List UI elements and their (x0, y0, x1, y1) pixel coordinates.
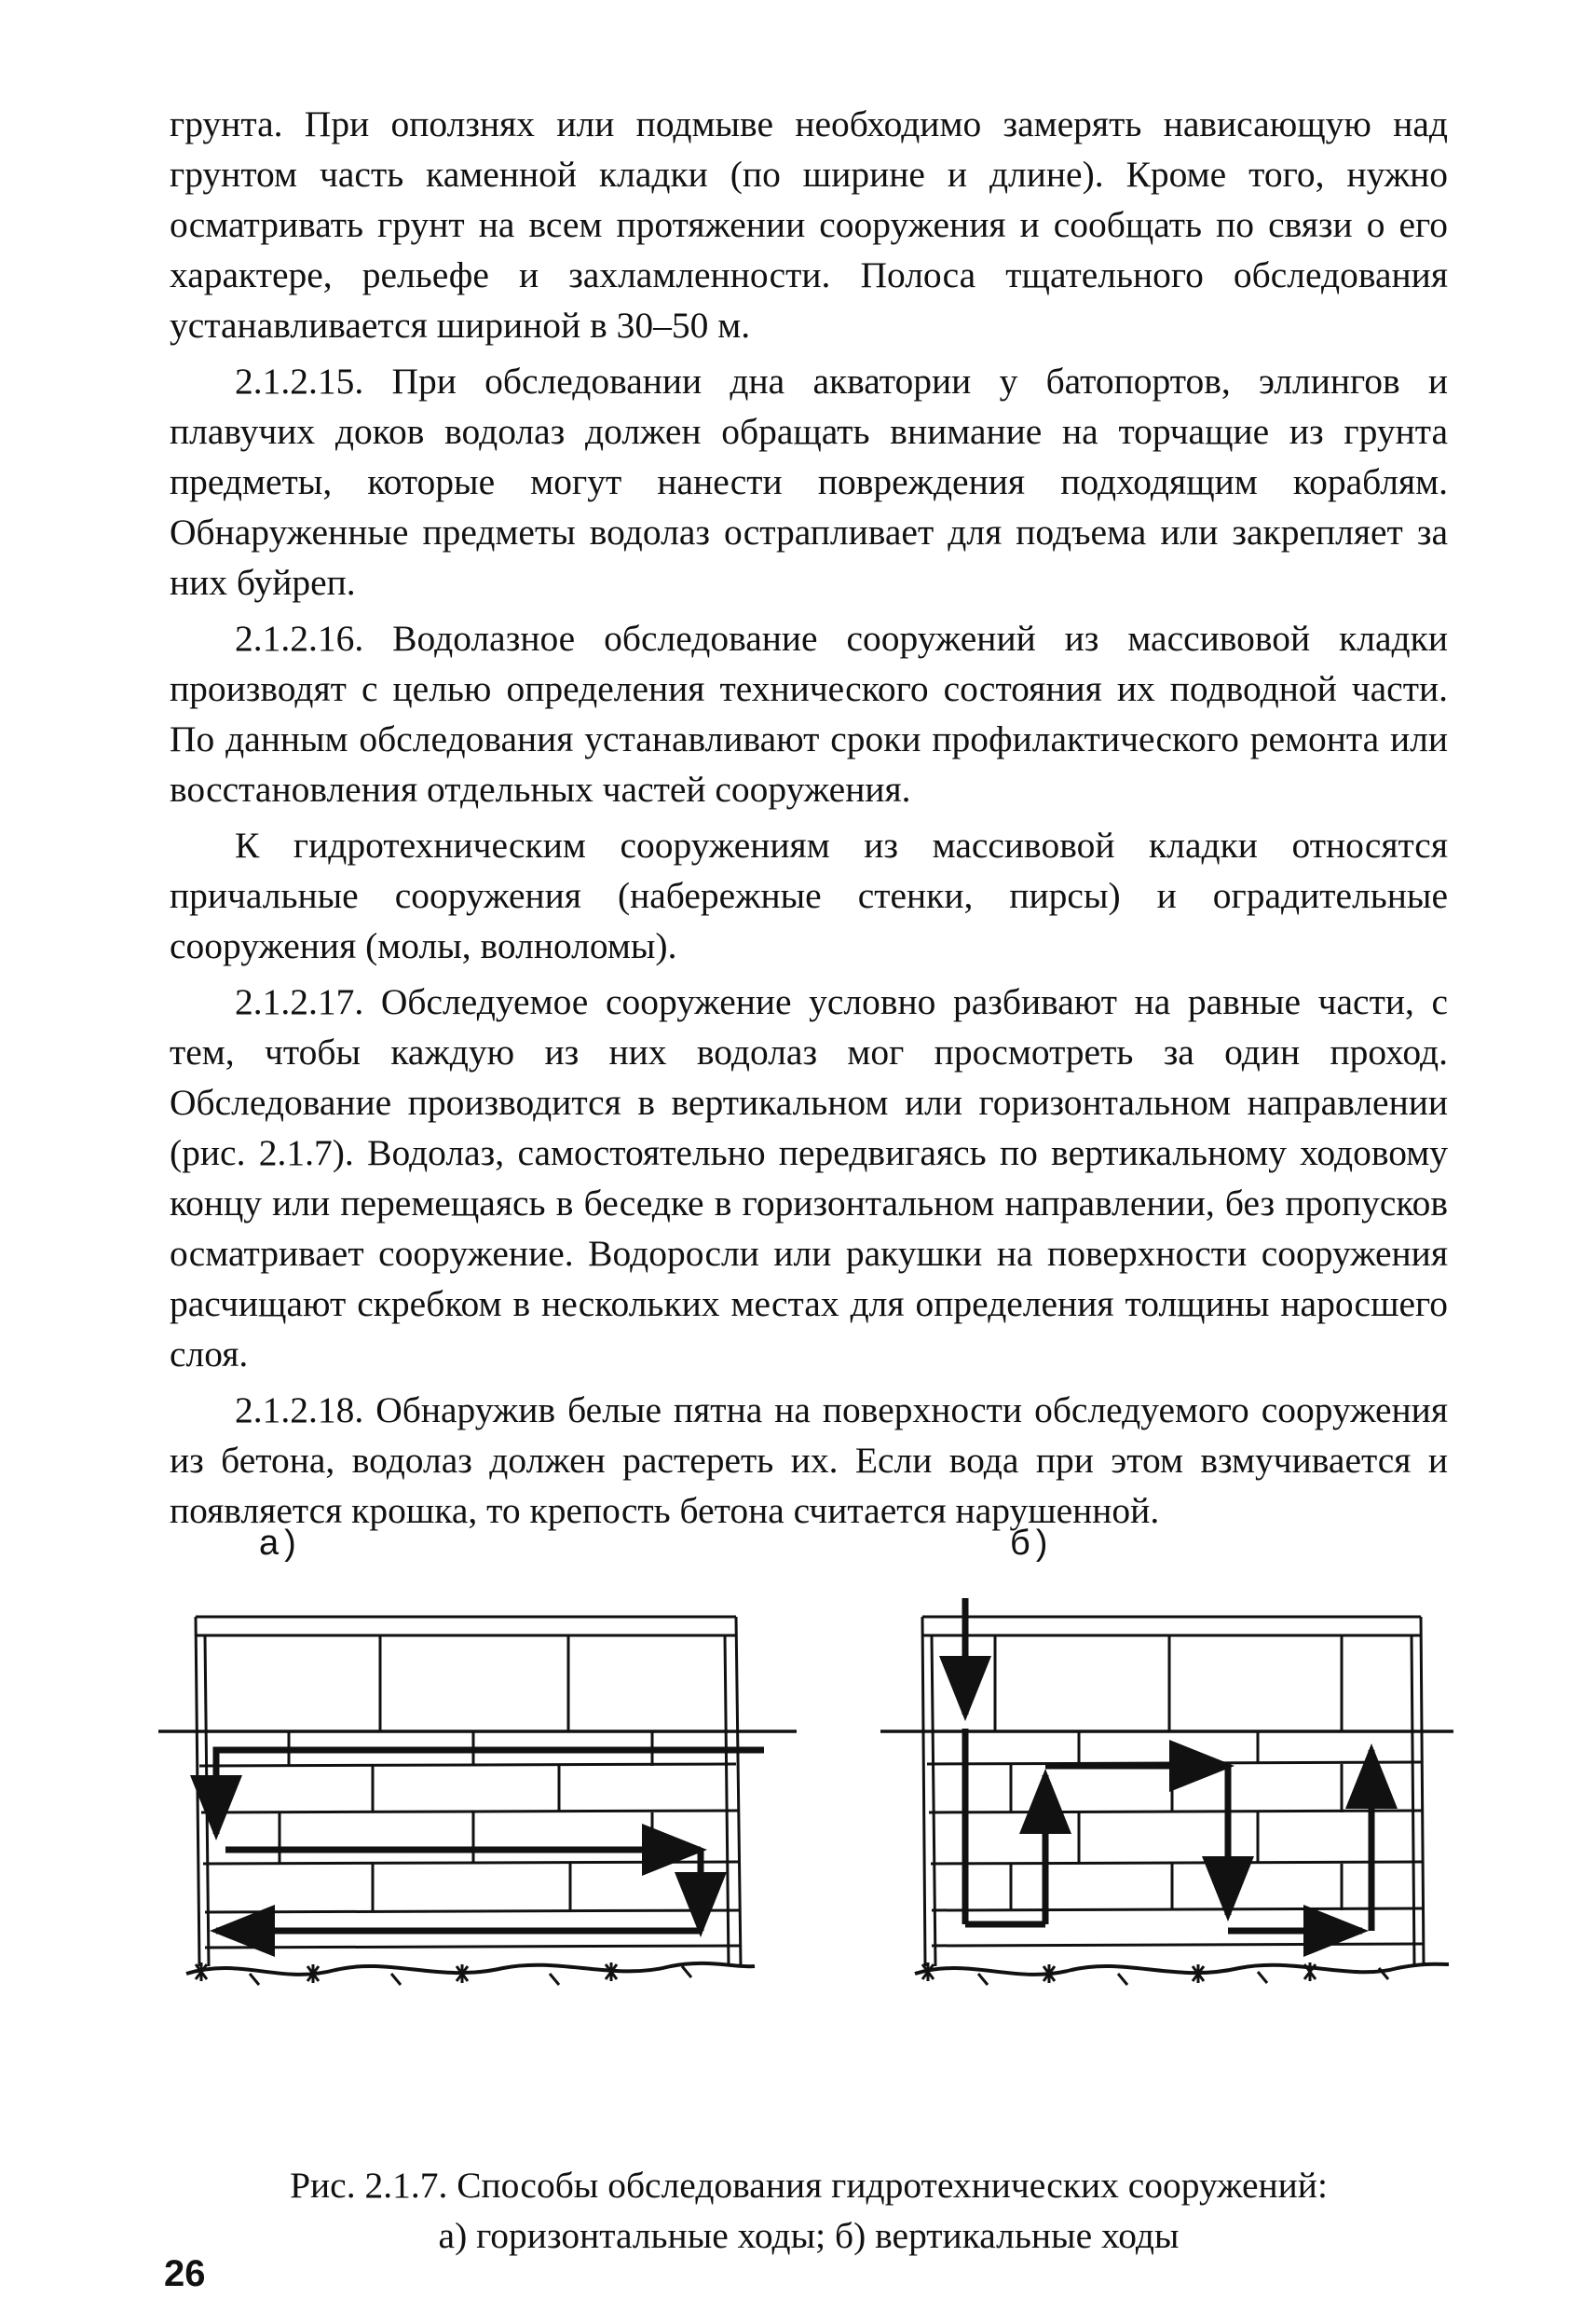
diagram-vertical-passes (880, 1598, 1453, 1985)
figure-caption (170, 2160, 1448, 2261)
paragraph-6: 2.1.2.18. Обнаружив белые пятна на поверхности обследуемого сооружения из бетона, водолаз должен растереть их. Если вода при этом взмучивается и появляется крошка, то крепость бетона считается нарушенной. (170, 1389, 1448, 1531)
page-number: 26 (164, 2253, 206, 2294)
figure-label-b: б) (1010, 1524, 1054, 1563)
paragraph-4: К гидротехническим сооружениям из массивовой кладки относятся причальные сооружения (набережные стенки, пирсы) и оградительные сооружения (молы, волноломы). (170, 825, 1448, 966)
caption-line-1: Рис. 2.1.7. Способы обследования гидротехнических сооружений: (290, 2165, 1328, 2206)
paragraph-1: грунта. При оползнях или подмыве необходимо замерять нависающую над грунтом часть каменной кладки (по ширине и длине). Кроме того, нужно осматривать грунт на всем протяжении сооружения и сообщать по связи о его характере, рельефе и захламленности. Полоса тщательного обследования устанавливается шириной в 30–50 м. (170, 103, 1448, 346)
paragraph-5: 2.1.2.17. Обследуемое сооружение условно разбивают на равные части, с тем, чтобы каждую из них водолаз мог просмотреть за один проход. Обследование производится в вертикальном или горизонтальном направлении (рис. 2.1.7). Водолаз, самостоятельно передвигаясь по вертикальному ходовому концу или перемещаясь в беседке в горизонтальном направлении, без пропусков осматривает сооружение. Водоросли или ракушки на поверхности сооружения расчищают скребком в нескольких местах для определения толщины наросшего слоя. (170, 981, 1448, 1374)
paragraph-3: 2.1.2.16. Водолазное обследование сооружений из массивовой кладки производят с целью определения технического состояния их подводной части. По данным обследования устанавливают сроки профилактического ремонта или восстановления отдельных частей сооружения. (170, 618, 1448, 810)
figure-label-a: а) (259, 1524, 302, 1563)
paragraph-2: 2.1.2.15. При обследовании дна акватории у батопортов, эллингов и плавучих доков водолаз должен обращать внимание на торчащие из грунта предметы, которые могут нанести повреждения подходящим кораблям. Обнаруженные предметы водолаз острапливает для подъема или закрепляет за них буйреп. (170, 361, 1448, 603)
caption-line-2: а) горизонтальные ходы; б) вертикальные ходы (438, 2215, 1180, 2256)
diagram-horizontal-passes (158, 1617, 797, 1985)
